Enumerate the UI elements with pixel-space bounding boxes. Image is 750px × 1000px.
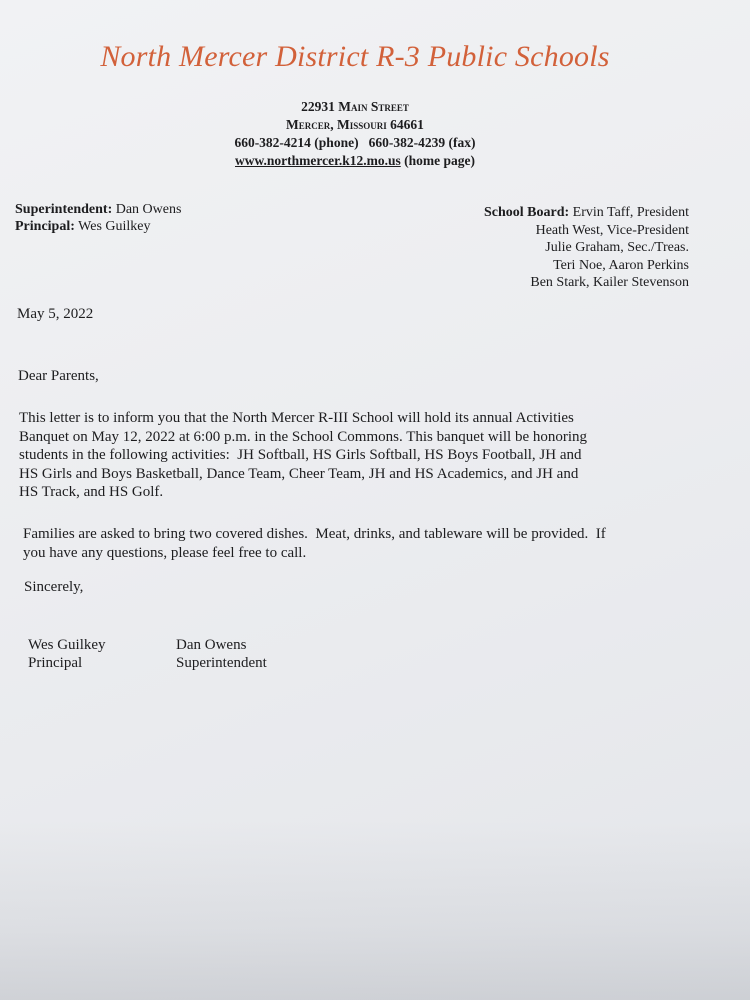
principal-name: Wes Guilkey — [78, 219, 151, 234]
superintendent-label: Superintendent: — [15, 202, 113, 217]
principal-line — [15, 218, 181, 235]
school-board-member: Teri Noe, Aaron Perkins — [553, 257, 689, 273]
signature-superintendent — [176, 636, 267, 672]
school-board-member: Ben Stark, Kailer Stevenson — [530, 275, 689, 291]
website-note: (home page) — [404, 153, 475, 168]
letterhead-web-line — [0, 152, 710, 170]
letter-greeting: Dear Parents, — [18, 368, 99, 384]
paragraph-line: Families are asked to bring two covered dishes. Meat, drinks, and tableware will be provided. If — [23, 526, 606, 542]
superintendent-line — [15, 201, 181, 218]
school-board-line — [484, 204, 689, 222]
letterhead-city: Mercer, Missouri 64661 — [286, 117, 424, 132]
signature-name: Wes Guilkey — [28, 637, 106, 653]
school-board-label: School Board: — [483, 205, 570, 220]
page-shadow — [0, 820, 750, 1000]
paragraph-line: Banquet on May 12, 2022 at 6:00 p.m. in the School Commons. This banquet will be honoring — [19, 428, 588, 445]
paragraph-line: students in the following activities: JH Softball, HS Girls Softball, HS Boys Football, JH and — [19, 447, 582, 463]
superintendent-name: Dan Owens — [115, 202, 182, 217]
letterhead-street: 22931 Main Street — [301, 99, 409, 114]
signature-name: Dan Owens — [176, 637, 247, 653]
letter-closing: Sincerely, — [24, 579, 84, 595]
body-paragraph-2 — [23, 525, 693, 562]
school-board-member: Ervin Taff, President — [572, 205, 689, 220]
letter-date: May 5, 2022 — [17, 306, 94, 322]
paragraph-line: HS Track, and HS Golf. — [19, 484, 164, 500]
paragraph-line: you have any questions, please feel free to call. — [23, 544, 307, 561]
letterhead-phone: 660-382-4214 (phone) 660-382-4239 (fax) — [234, 135, 476, 150]
body-paragraph-1 — [19, 409, 689, 502]
administration-block — [15, 201, 181, 235]
paragraph-line: HS Girls and Boys Basketball, Dance Team, Cheer Team, JH and HS Academics, and JH and — [19, 465, 579, 482]
signature-title: Principal — [28, 655, 83, 671]
signature-title: Superintendent — [176, 655, 267, 671]
website-link[interactable]: www.northmercer.k12.mo.us — [235, 153, 401, 168]
letterhead-title: North Mercer District R-3 Public Schools — [100, 40, 610, 73]
school-board-block — [484, 204, 689, 292]
school-board-member: Heath West, Vice-President — [535, 222, 689, 238]
principal-label: Principal: — [15, 219, 75, 234]
school-board-member: Julie Graham, Sec./Treas. — [545, 240, 689, 256]
paragraph-line: This letter is to inform you that the North Mercer R-III School will hold its annual Activities — [19, 410, 574, 426]
signature-principal — [28, 636, 106, 672]
